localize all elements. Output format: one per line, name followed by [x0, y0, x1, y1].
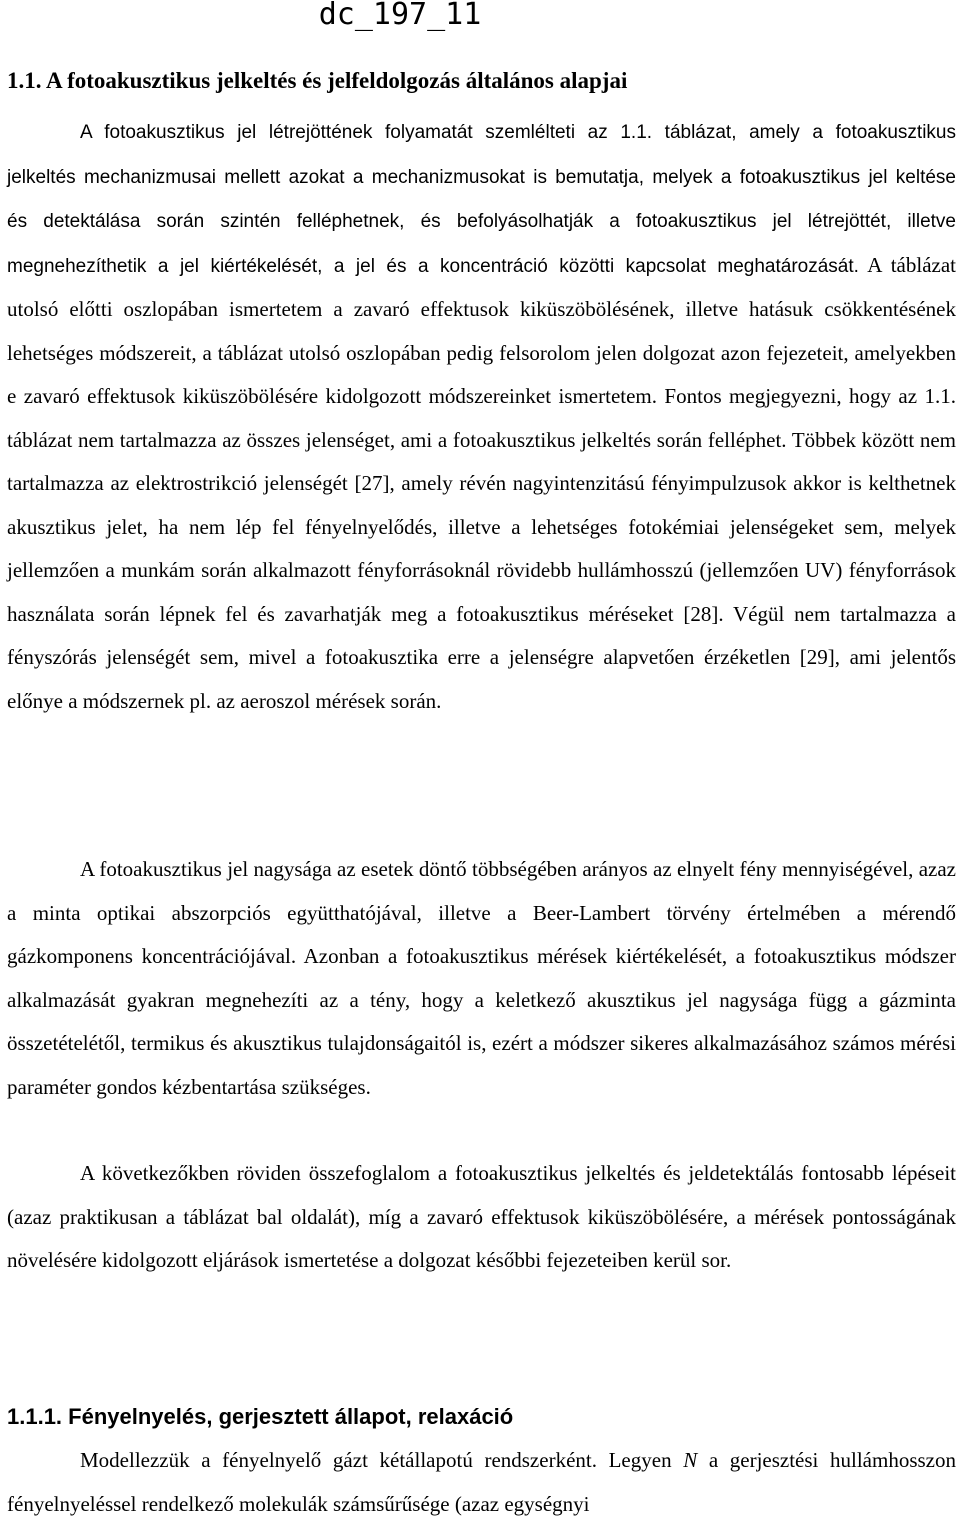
- paragraph-1-serif-text: A táblázat utolsó előtti oszlopában ismertetem a zavaró effektusok kiküszöbölésének, illetve hatásuk csökkentésének lehetséges módszereit, a táblázat utolsó oszlopában pedig felsorolom jelen dolgozat azon fejezeteit, amelyekben e zavaró effektusok kiküszöbölésére kidolgozott módszereinket ismertetem. Fontos megjegyezni, hogy az 1.1. táblázat nem tartalmazza az összes jelenséget, ami a fotoakusztikus jelkeltés során felléphet. Többek között nem tartalmazza az elektrostrikció jelenségét [27], amely révén nagyintenzitású fényimpulzusok akkor is kelthetnek akusztikus jelet, ha nem lép fel fényelnyelődés, illetve a lehetséges fotokémiai jelenségeket sem, melyek jellemzően a munkám során alkalmazott fényforrásoknál rövidebb hullámhosszú (jellemzően UV) fényforrások használata során lépnek fel és zavarhatják meg a fotoakusztikus méréseket [28]. Végül nem tartalmazza a fényszórás jelenségét sem, mivel a fotoakusztika erre a jelenségre alapvetően érzéketlen [29], ami jelentős előnye a módszernek pl. az aeroszol mérések során.: [7, 252, 956, 713]
- paragraph-1: [7, 110, 956, 723]
- section-heading: 1.1. A fotoakusztikus jelkeltés és jelfeldolgozás általános alapjai: [7, 68, 628, 93]
- paragraph-1-sans-text: A fotoakusztikus jel létrejöttének folyamatát szemlélteti az 1.1. táblázat, amely a fotoakusztikus jelkeltés mechanizmusai mellett azokat a mechanizmusokat is bemutatja, melyek a fotoakusztikus jel keltése és detektálása során szintén felléphetnek, és befolyásolhatják a fotoakusztikus jel létrejöttét, illetve megnehezíthetik a jel kiértékelését, a jel és a koncentráció közötti kapcsolat meghatározását.: [7, 122, 956, 277]
- paragraph-4-start: Modellezzük a fényelnyelő gázt kétállapotú rendszerként. Legyen: [80, 1448, 684, 1472]
- paragraph-3: A következőkben röviden összefoglalom a fotoakusztikus jelkeltés és jeldetektálás fontosabb lépéseit (azaz praktikusan a táblázat bal oldalát), míg a zavaró effektusok kiküszöbölésére, a mérések pontosságának növelésére kidolgozott eljárások ismertetése a dolgozat későbbi fejezeteiben kerül sor.: [7, 1161, 956, 1272]
- paragraph-2: A fotoakusztikus jel nagysága az esetek döntő többségében arányos az elnyelt fény mennyiségével, azaz a minta optikai abszorpciós együtthatójával, illetve a Beer-Lambert törvény értelmében a mérendő gázkomponens koncentrációjával. Azonban a fotoakusztikus mérések kiértékelését, a fotoakusztikus módszer alkalmazását gyakran megnehezíti az a tény, hogy a keletkező akusztikus jel nagysága függ a gázminta összetételétől, termikus és akusztikus tulajdonságaitól is, ezért a módszer sikeres alkalmazásához számos mérési paraméter gondos kézbentartása szükséges.: [7, 857, 956, 1099]
- paragraph-4: [7, 1439, 956, 1521]
- document-id-header: dc_197_11: [318, 0, 482, 32]
- subsection-heading: 1.1.1. Fényelnyelés, gerjesztett állapot, relaxáció: [7, 1404, 514, 1429]
- paragraph-4-end: a gerjesztési hullámhosszon fényelnyeléssel rendelkező molekulák számsűrűsége (azaz egységnyi: [7, 1448, 956, 1516]
- variable-n-symbol: N: [683, 1448, 698, 1472]
